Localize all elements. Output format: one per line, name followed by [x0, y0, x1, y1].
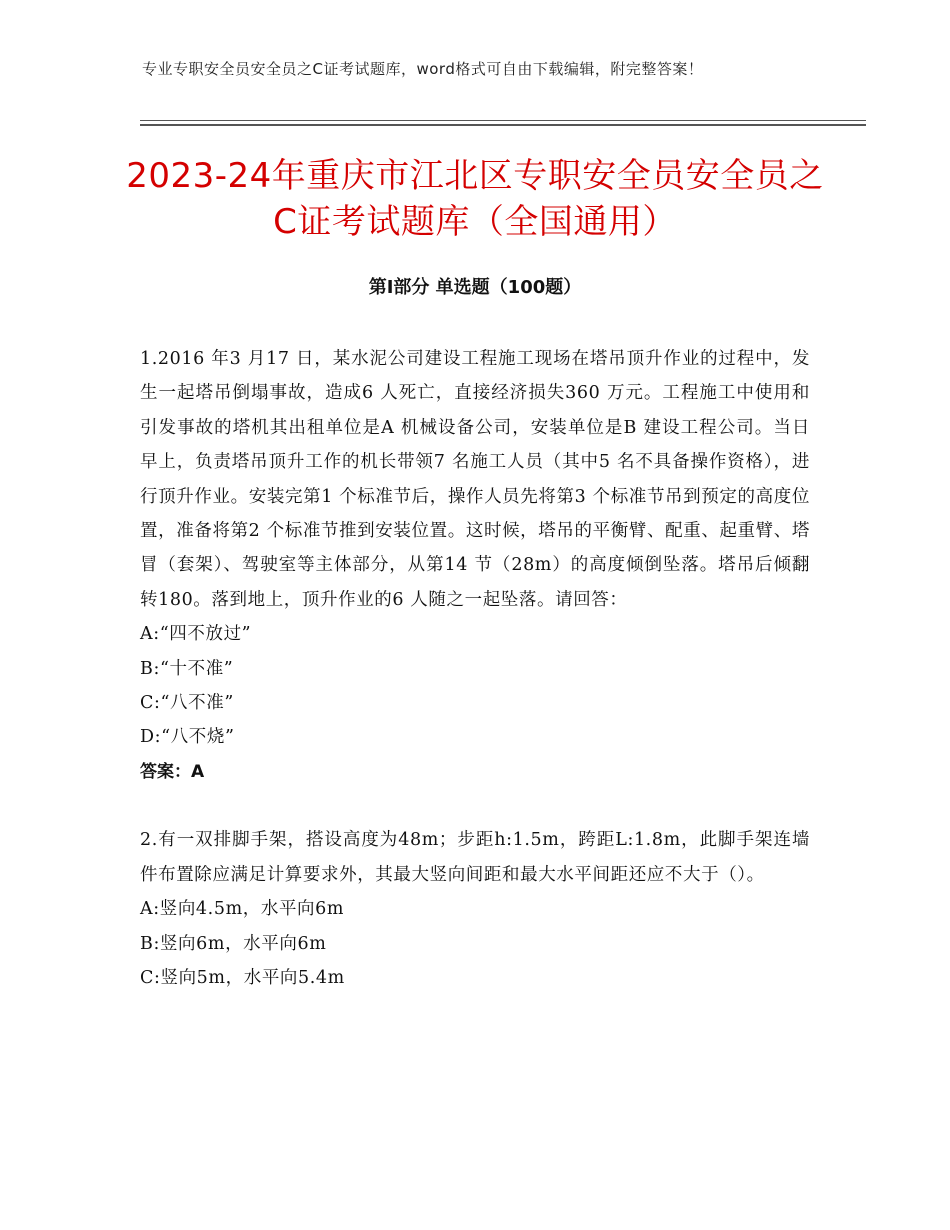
question-list	[140, 342, 810, 995]
option-b: B:“十不准”	[140, 658, 234, 679]
option-d: D:“八不烧”	[140, 727, 235, 748]
option-b: B:竖向6m，水平向6m	[140, 933, 327, 954]
document-title: 2023-24年重庆市江北区专职安全员安全员之C证考试题库（全国通用）	[126, 156, 824, 242]
question-spacer	[140, 789, 810, 823]
option-c: C:“八不准”	[140, 693, 234, 714]
answer-text: 答案：A	[140, 761, 205, 782]
question-stem: 2.有一双排脚手架，搭设高度为48m；步距h:1.5m，跨距L:1.8m，此脚手架连墙件布置除应满足计算要求外，其最大竖向间距和最大水平间距还应不大于（）。	[140, 830, 811, 885]
option-c: C:竖向5m，水平向5.4m	[140, 967, 345, 988]
question-stem: 1.2016 年3 月17 日，某水泥公司建设工程施工现场在塔吊顶升作业的过程中，发生一起塔吊倒塌事故，造成6 人死亡，直接经济损失360 万元。工程施工中使用和引发事故的塔机其出租单位是A 机械设备公司，安装单位是B 建设工程公司。当日早上，负责塔吊顶升工作的机长带领7 名施工人员（其中5 名不具备操作资格），进行顶升作业。安装完第1 个标准节后，操作人员先将第3 个标准节吊到预定的高度位置，准备将第2 个标准节推到安装位置。这时候，塔吊的平衡臂、配重、起重臂、塔冒（套架）、驾驶室等主体部分，从第14 节（28m）的高度倾倒坠落。塔吊后倾翻转180。落到地上，顶升作业的6 人随之一起坠落。请回答：	[140, 349, 810, 610]
section-heading: 第Ⅰ部分 单选题（100题）	[368, 277, 582, 298]
header-note: 专业专职安全员安全员之C证考试题库，word格式可自由下载编辑，附完整答案！	[142, 60, 704, 78]
question-2	[140, 823, 810, 995]
question-1	[140, 342, 810, 789]
header-divider	[140, 120, 866, 126]
option-a: A:“四不放过”	[140, 624, 252, 645]
option-a: A:竖向4.5m，水平向6m	[140, 899, 345, 920]
